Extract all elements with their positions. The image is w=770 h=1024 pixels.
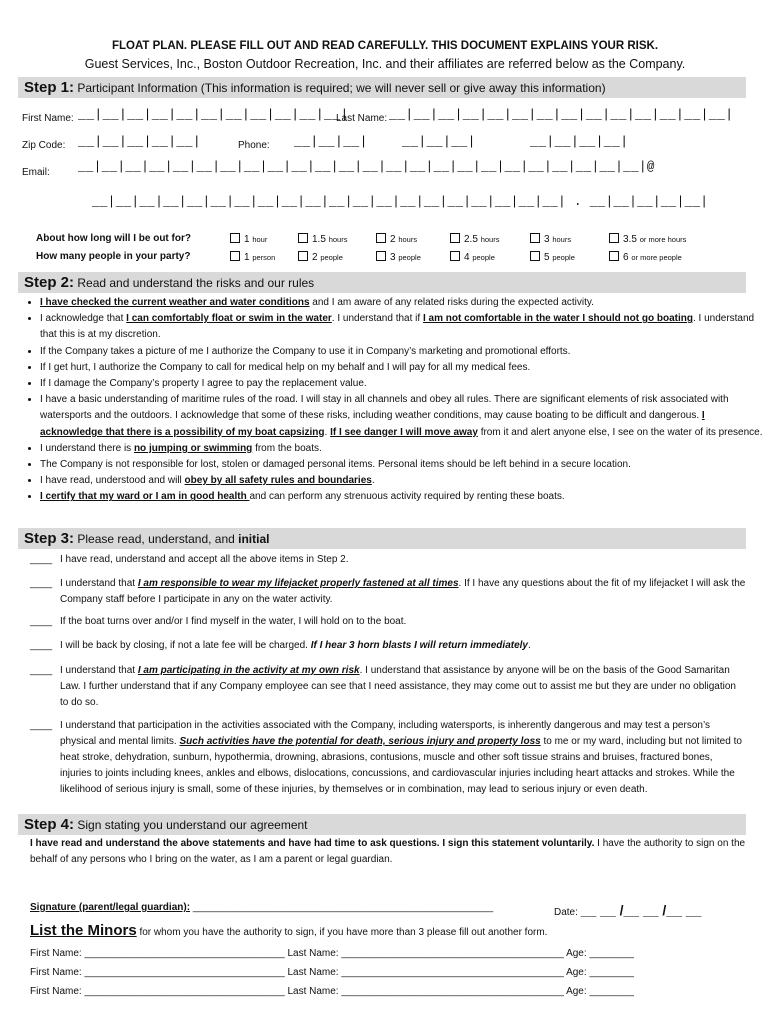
step4-label: Step 4: [24, 816, 75, 833]
agreement-paragraph: I have read and understand the above statements and have had time to ask questions. I sign this statement voluntarily. I have the authority to sign on the behalf of any persons who I bring on the water, as I am a parent or legal guardian. [30, 838, 746, 865]
phone-label: Phone: [238, 140, 270, 151]
initial-item: ____ I will be back by closing, if not a late fee will be charged. If I hear 3 horn blasts I will return immediately. [30, 638, 746, 654]
last-name-label: Last Name: [336, 113, 388, 124]
party-question: How many people in your party? [36, 251, 191, 262]
checkbox-icon[interactable] [298, 233, 308, 243]
minor-age-field[interactable]: ________ [589, 986, 634, 997]
step1-header [18, 77, 746, 98]
list-item: • I acknowledge that I can comfortably float or swim in the water. I understand that if I am not comfortable in the water I should not go boating. I understand that this is at my discretion. [40, 311, 764, 343]
step2-header [18, 272, 746, 293]
list-item: • If I get hurt, I authorize the Company to call for medical help on my behalf and I will pay for all my medical fees. [40, 360, 764, 376]
form-title: FLOAT PLAN. PLEASE FILL OUT AND READ CAREFULLY. THIS DOCUMENT EXPLAINS YOUR RISK. [111, 40, 659, 52]
minor-last-name-field[interactable]: ________________________________________ [341, 967, 564, 978]
checkbox-icon[interactable] [376, 251, 386, 261]
list-item: • I have read, understood and will obey by all safety rules and boundaries. [40, 473, 764, 489]
checkbox-icon[interactable] [530, 251, 540, 261]
party-option[interactable]: 5 people [530, 251, 575, 263]
party-option[interactable]: 4 people [450, 251, 495, 263]
step1-text: Participant Information (This information is required; we will never sell or give away this information) [77, 81, 606, 95]
minor-row: First Name: ____________________________________ Last Name: ________________________________________ Age: ________ [30, 967, 634, 978]
minor-age-field[interactable]: ________ [589, 967, 634, 978]
date-row [554, 902, 701, 918]
party-option[interactable]: 6 or more people [609, 251, 682, 263]
phone-area-field[interactable]: __|__|__| [294, 134, 368, 149]
initial-blank[interactable]: ____ [30, 640, 53, 651]
step3-header [18, 528, 746, 549]
email-domain-field[interactable]: __|__|__|__|__|__|__|__|__|__|__|__|__|__|__|__|__|__|__|__| . __|__|__|__|__| [92, 195, 709, 209]
duration-option[interactable]: 1.5 hours [298, 233, 347, 245]
form-subtitle: Guest Services, Inc., Boston Outdoor Recreation, Inc. and their affiliates are referred below as the Company. [84, 57, 686, 71]
checkbox-icon[interactable] [530, 233, 540, 243]
checkbox-icon[interactable] [230, 251, 240, 261]
duration-option[interactable]: 3.5 or more hours [609, 233, 686, 245]
minor-first-name-field[interactable]: ____________________________________ [84, 967, 285, 978]
initial-item: ____ I understand that participation in the activities associated with the Company, including watersports, is inherently dangerous and may test a person’s physical and mental limits. Such activities have the potential for death, serious injury and property loss to me or my ward, including but not limited to heat stroke, dehydration, sunburn, hypothermia, drowning, abrasions, contusions, muscle and other soft tissue strains and bruises, fractured bones, injuries to joints including knees, ankles and elbows, dislocations, concussions, and cardiovascular injuries including heart attacks and strokes. While the likelihood of serious injury is small, some of these injuries, by themselves or in combination, may lead to serious injury or even death. [30, 720, 742, 795]
checkbox-icon[interactable] [298, 251, 308, 261]
step2-text: Read and understand the risks and our rules [77, 276, 315, 290]
list-item: • If I damage the Company’s property I agree to pay the replacement value. [40, 376, 764, 392]
minor-last-name-field[interactable]: ________________________________________ [341, 986, 564, 997]
initial-blank[interactable]: ____ [30, 720, 53, 731]
zip-code-label: Zip Code: [22, 140, 66, 151]
first-name-label: First Name: [22, 113, 74, 124]
party-option[interactable]: 2 people [298, 251, 343, 263]
last-name-field[interactable]: __|__|__|__|__|__|__|__|__|__|__|__|__|__| [389, 107, 734, 122]
minors-title: List the Minors [30, 922, 137, 939]
step3-label: Step 3: [24, 530, 75, 547]
duration-option[interactable]: 2 hours [376, 233, 417, 245]
party-option[interactable]: 3 people [376, 251, 421, 263]
minors-heading [30, 922, 547, 940]
minor-age-field[interactable]: ________ [589, 948, 634, 959]
date-field[interactable]: __ __ /__ __ /__ __ [580, 902, 702, 918]
initial-blank[interactable]: ____ [30, 554, 53, 565]
list-item: • I have checked the current weather and water conditions and I am aware of any related risks during the expected activity. [40, 295, 764, 311]
step4-header [18, 814, 746, 835]
duration-option[interactable]: 2.5 hours [450, 233, 499, 245]
email-label: Email: [22, 167, 50, 178]
zip-code-field[interactable]: __|__|__|__|__| [78, 134, 202, 149]
initial-blank[interactable]: ____ [30, 578, 53, 589]
checkbox-icon[interactable] [376, 233, 386, 243]
list-item: • I have a basic understanding of maritime rules of the road. I will stay in all channels and obey all rules. There are significant elements of risk associated with watersports and the outdoors. I acknowledge that some of these risks, including weather conditions, may cause boating to be difficult and dangerous. I acknowledge that there is a possibility of my boat capsizing. If I see danger I will move away from it and alert anyone else, I see on the water of its presence. [40, 392, 764, 441]
signature-row [30, 902, 493, 913]
initial-item: ____ I understand that I am participating in the activity at my own risk. I understand that assistance by anyone will be on the basis of the Good Samaritan Law. I further understand that if any Company employee can see that I need assistance, they may come out to assist me but they are under no obligation to do so. [30, 665, 736, 708]
list-item: • If the Company takes a picture of me I authorize the Company to use it in Company’s marketing and promotional efforts. [40, 344, 764, 360]
minor-row: First Name: ____________________________________ Last Name: ________________________________________ Age: ________ [30, 948, 634, 959]
checkbox-icon[interactable] [609, 251, 619, 261]
initial-item: ____ I have read, understand and accept all the above items in Step 2. [30, 552, 746, 568]
step2-label: Step 2: [24, 274, 75, 291]
minors-subtitle: for whom you have the authority to sign, if you have more than 3 please fill out another form. [136, 927, 548, 938]
step4-text: Sign stating you understand our agreement [77, 818, 308, 832]
initial-blank[interactable]: ____ [30, 616, 53, 627]
list-item: • The Company is not responsible for lost, stolen or damaged personal items. Personal items should be left behind in a secure location. [40, 457, 764, 473]
minor-last-name-field[interactable]: ________________________________________ [341, 948, 564, 959]
initial-blank[interactable]: ____ [30, 665, 53, 676]
signature-label: Signature (parent/legal guardian): [30, 902, 191, 913]
checkbox-icon[interactable] [230, 233, 240, 243]
duration-option[interactable]: 3 hours [530, 233, 571, 245]
list-item: • I understand there is no jumping or swimming from the boats. [40, 441, 764, 457]
phone-prefix-field[interactable]: __|__|__| [402, 134, 476, 149]
date-label: Date: [554, 907, 578, 918]
step1-label: Step 1: [24, 79, 75, 96]
rules-list [22, 295, 764, 506]
minor-row: First Name: ____________________________________ Last Name: ________________________________________ Age: ________ [30, 986, 634, 997]
minor-first-name-field[interactable]: ____________________________________ [84, 986, 285, 997]
checkbox-icon[interactable] [450, 233, 460, 243]
checkbox-icon[interactable] [609, 233, 619, 243]
checkbox-icon[interactable] [450, 251, 460, 261]
list-item: • I certify that my ward or I am in good health and can perform any strenuous activity required by renting these boats. [40, 489, 764, 505]
duration-option[interactable]: 1 hour [230, 233, 267, 245]
initial-item: ____ I understand that I am responsible to wear my lifejacket properly fastened at all times. If I have any questions about the fit of my lifejacket I will ask the Company staff before I participate in any on the water activity. [30, 578, 746, 605]
party-option[interactable]: 1 person [230, 251, 275, 263]
signature-field[interactable]: ______________________________________________________ [192, 902, 494, 913]
duration-question: About how long will I be out for? [36, 233, 191, 244]
step3-text: Please read, understand, and [77, 532, 239, 546]
initial-item: ____ If the boat turns over and/or I find myself in the water, I will hold on to the boat. [30, 614, 746, 630]
phone-line-field[interactable]: __|__|__|__| [530, 134, 629, 149]
first-name-field[interactable]: __|__|__|__|__|__|__|__|__|__|__| [78, 107, 349, 122]
minor-first-name-field[interactable]: ____________________________________ [84, 948, 285, 959]
email-user-field[interactable]: __|__|__|__|__|__|__|__|__|__|__|__|__|__|__|__|__|__|__|__|__|__|__|__|@ [78, 160, 655, 174]
step3-text-bold: initial [238, 532, 270, 546]
